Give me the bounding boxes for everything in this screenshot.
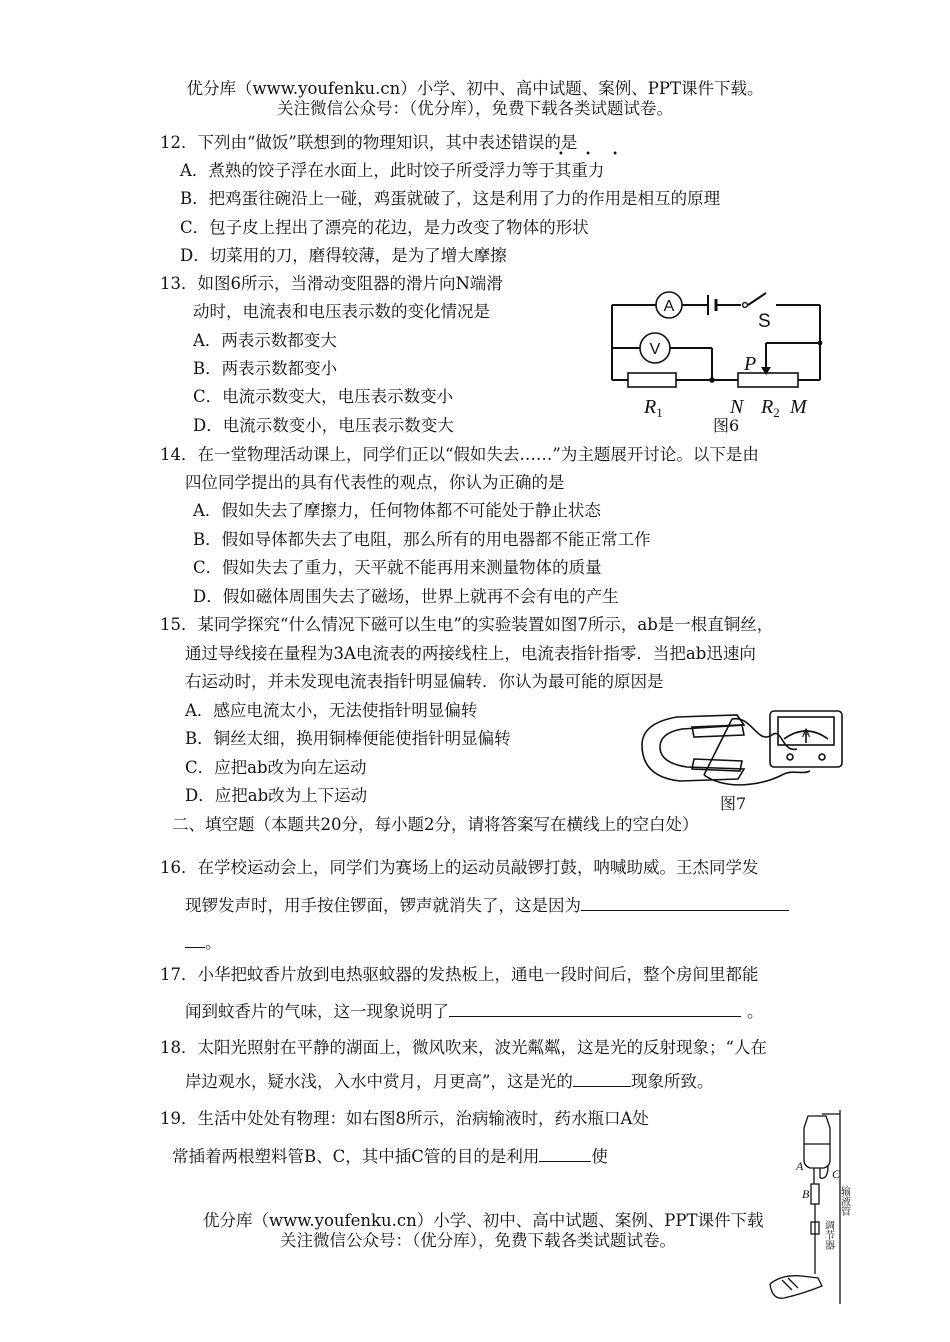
q12-option-a: A．煮熟的饺子浮在水面上，此时饺子所受浮力等于其重力 (180, 161, 605, 180)
fig6-r2-label: $R_2$ (761, 396, 780, 420)
q15-stem-2: 通过导线接在量程为3A电流表的两接线柱上，电流表指针指零．当把ab迅速向 (185, 644, 756, 663)
q13-stem-1: 13．如图6所示，当滑动变阻器的滑片向N端滑 (160, 274, 503, 293)
q17-line-1: 17．小华把蚊香片放到电热驱蚊器的发热板上，通电一段时间后，整个房间里都能 (160, 965, 759, 984)
fig8-regulator-label: 调节器 (822, 1220, 834, 1250)
q14-option-a: A．假如失去了摩擦力，任何物体都不可能处于静止状态 (193, 501, 601, 520)
q12-option-d: D．切菜用的刀，磨得较薄，是为了增大摩擦 (180, 246, 507, 265)
figure-8-iv-drip (762, 1108, 858, 1308)
fig8-label-a: A (796, 1159, 804, 1173)
q16-answer-blank-cont[interactable] (185, 931, 205, 948)
q15-option-d: D．应把ab改为上下运动 (185, 786, 368, 805)
q18-line-2 (185, 1070, 713, 1093)
fig6-ammeter-label: A (663, 298, 675, 315)
q14-stem-1: 14．在一堂物理活动课上，同学们正以“假如失去……”为主题展开讨论。以下是由 (160, 445, 759, 464)
footer-line-2: 关注微信公众号：（优分库），免费下载各类试题试卷。 (280, 1231, 676, 1250)
fig6-r1-label: $R_1$ (644, 396, 663, 420)
q17-line-2 (185, 1000, 764, 1023)
q17-line-2-text: 闻到蚊香片的气味，这一现象说明了 (185, 1002, 449, 1021)
q12-emphasis-dots: • • • (558, 149, 628, 160)
q14-option-d: D．假如磁体周围失去了磁场，世界上就再不会有电的产生 (193, 587, 619, 606)
q19-line-2-text: 常插着两根塑料管B、C，其中插C管的目的是利用 (172, 1147, 540, 1166)
q16-line-2 (185, 894, 789, 917)
q12-option-c: C．包子皮上捏出了漂亮的花边，是力改变了物体的形状 (180, 218, 589, 237)
fig8-label-c: C (832, 1167, 841, 1181)
q12-option-b: B．把鸡蛋往碗沿上一碰，鸡蛋就破了，这是利用了力的作用是相互的原理 (180, 189, 721, 208)
q14-option-c: C．假如失去了重力，天平就不能再用来测量物体的质量 (193, 558, 602, 577)
footer-line-1: 优分库（www.youfenku.cn）小学、初中、高中试题、案例、PPT课件下载 (203, 1211, 764, 1230)
q14-option-b: B．假如导体都失去了电阻，那么所有的用电器都不能正常工作 (193, 530, 651, 549)
q18-line-2-text: 岸边观水，疑水浅，入水中赏月，月更高”，这是光的 (185, 1072, 573, 1091)
q13-stem-2: 动时，电流表和电压表示数的变化情况是 (193, 302, 490, 321)
fig7-caption: 图7 (720, 794, 747, 813)
q13-option-c: C．电流示数变大，电压表示数变小 (193, 387, 454, 406)
q15-option-a: A．感应电流太小，无法使指针明显偏转 (185, 701, 478, 720)
fig6-n-label: N (730, 396, 744, 418)
fig8-tube-label: 输液管 (838, 1186, 850, 1216)
q15-stem-3: 右运动时，并未发现电流表指针明显偏转．你认为最可能的原因是 (185, 672, 664, 691)
fig6-slider-label: P (744, 353, 757, 375)
fig7-meter-label: A (802, 726, 811, 740)
q16-line-3-end: 。 (205, 933, 222, 952)
section-2-title: 二、填空题（本题共20分，每小题2分，请将答案写在横线上的空白处） (172, 815, 699, 834)
header-line-2: 关注微信公众号：（优分库），免费下载各类试题试卷。 (277, 99, 673, 118)
q13-option-d: D．电流示数变小，电压表示数变大 (193, 416, 454, 435)
q15-stem-1: 15．某同学探究“什么情况下磁可以生电”的实验装置如图7所示，ab是一根直铜丝， (160, 615, 774, 634)
q16-line-2-text: 现锣发声时，用手按住锣面，锣声就消失了，这是因为 (185, 896, 581, 915)
q12-stem: 12．下列由“做饭”联想到的物理知识，其中表述错误的是 (160, 133, 578, 152)
q17-answer-blank[interactable] (449, 1000, 741, 1017)
fig8-label-b: B (802, 1187, 810, 1201)
q19-line-2-end: 使 (591, 1147, 608, 1166)
q14-stem-2: 四位同学提出的具有代表性的观点，你认为正确的是 (185, 473, 565, 492)
q16-line-1: 16．在学校运动会上，同学们为赛场上的运动员敲锣打鼓，呐喊助威。王杰同学发 (160, 858, 759, 877)
q16-line-3 (185, 931, 222, 954)
q13-option-a: A．两表示数都变大 (193, 331, 337, 350)
q16-answer-blank[interactable] (581, 894, 789, 911)
q19-line-2 (172, 1145, 608, 1168)
q15-option-b: B．铜丝太细，换用铜棒便能使指针明显偏转 (185, 729, 511, 748)
q19-line-1: 19．生活中处处有物理：如右图8所示，治病输液时，药水瓶口A处 (160, 1109, 649, 1128)
q17-line-2-end: 。 (747, 1002, 764, 1021)
q15-option-c: C．应把ab改为向左运动 (185, 758, 367, 777)
fig6-voltmeter-label: V (649, 341, 661, 358)
q18-line-2-end: 现象所致。 (630, 1072, 714, 1091)
q19-answer-blank[interactable] (539, 1145, 591, 1162)
fig6-m-label: M (790, 396, 807, 418)
q13-option-b: B．两表示数都变小 (193, 359, 338, 378)
header-line-1: 优分库（www.youfenku.cn）小学、初中、高中试题、案例、PPT课件下载。 (186, 79, 764, 98)
q18-line-1: 18．太阳光照射在平静的湖面上，微风吹来，波光粼粼，这是光的反射现象；“人在 (160, 1038, 767, 1057)
q18-answer-blank[interactable] (573, 1070, 631, 1087)
figure-7-apparatus (632, 705, 850, 795)
fig6-caption: 图6 (713, 416, 740, 435)
fig6-switch-label: S (758, 311, 771, 332)
